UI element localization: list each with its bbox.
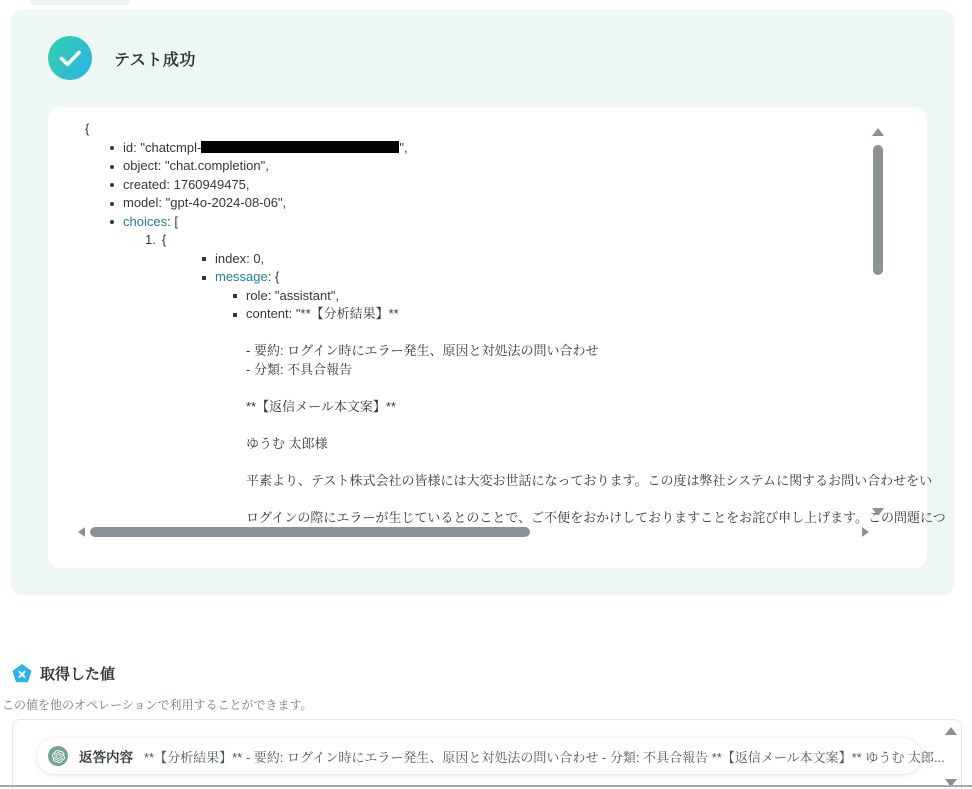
test-success-panel [12, 10, 953, 593]
vertical-scrollbar[interactable] [870, 128, 886, 516]
json-line-content: content: "**【分析結果】** [85, 305, 868, 324]
obtained-values-title: 取得した値 [40, 666, 116, 683]
content-text-line: ゆうむ 太郎様 [246, 435, 328, 451]
json-key: created [123, 176, 167, 192]
json-value: { [274, 269, 280, 284]
bullet-icon [110, 220, 114, 224]
bullet-icon [110, 183, 114, 187]
ordinal-marker: 1. [145, 232, 156, 247]
json-value: [ [174, 213, 178, 229]
bullet-icon [110, 202, 114, 206]
json-key: content [246, 306, 289, 321]
json-value: { [161, 232, 167, 247]
json-key: model [123, 195, 159, 210]
json-key: id [123, 139, 134, 155]
json-line-array-item [85, 231, 868, 250]
json-line-choices: choices: [ [85, 213, 868, 232]
scroll-down-icon[interactable] [872, 508, 884, 516]
obtained-values-header [12, 663, 115, 684]
vertical-scrollbar-thumb[interactable] [873, 145, 883, 275]
chip-label: 返答内容 [79, 750, 133, 765]
json-value: 0, [253, 250, 265, 266]
redacted-id-value [201, 141, 399, 153]
success-check-icon [48, 36, 92, 80]
chip-value: **【分析結果】** - 要約: ログイン時にエラー発生、原因と対処法の問い合わせ - 分類: 不具合報告 **【返信メール本文案】** ゆうむ 太郎... [144, 749, 945, 765]
square-bullet-icon [233, 294, 237, 298]
json-tree-viewport[interactable] [85, 120, 946, 525]
json-key: object [123, 158, 158, 173]
json-value: 1760949475, [173, 176, 250, 192]
scroll-right-icon[interactable] [862, 527, 869, 537]
top-cutoff-element [30, 0, 130, 5]
scroll-up-icon[interactable] [872, 128, 884, 136]
json-response-box [48, 107, 946, 568]
json-open-brace: { [85, 121, 90, 136]
openai-icon [48, 746, 68, 766]
obtained-values-box [12, 719, 962, 789]
content-text-line: ログインの際にエラーが生じているとのことで、ご不便をおかけしておりますことをお詫び申し上げます。この問題につ [246, 509, 946, 525]
bullet-icon [110, 165, 114, 169]
json-value: "chatcmpl- [140, 139, 202, 155]
json-line-message: message: { [85, 268, 868, 287]
content-text-line: 平素より、テスト株式会社の皆様には大変お世話になっております。この度は弊社システムに関するお問い合わせをい [246, 472, 933, 488]
expandable-key-message[interactable]: message [215, 269, 268, 284]
json-line-role: role: "assistant", [85, 287, 868, 306]
content-text-line: - 要約: ログイン時にエラー発生、原因と対処法の問い合わせ [246, 343, 599, 358]
json-value: "assistant", [274, 287, 340, 303]
json-line-model: model: "gpt-4o-2024-08-06", [85, 194, 868, 213]
horizontal-scrollbar-thumb[interactable] [90, 527, 530, 537]
square-bullet-icon [233, 313, 237, 317]
square-bullet-icon [202, 276, 206, 280]
json-line-id: id: "chatcmpl- ", [85, 139, 868, 158]
content-text-line: **【返信メール本文案】** [246, 398, 396, 414]
json-line-created: created: 1760949475, [85, 176, 868, 195]
json-value: "gpt-4o-2024-08-06", [165, 195, 287, 210]
page-title: テスト成功 [114, 51, 196, 69]
json-key: index [215, 250, 247, 266]
obtained-values-subtitle: この値を他のオペレーションで利用することができます。 [2, 698, 313, 712]
json-value: "chat.completion", [164, 158, 269, 173]
square-bullet-icon [202, 257, 206, 261]
values-vertical-scrollbar[interactable] [944, 727, 958, 789]
scroll-left-icon[interactable] [78, 527, 85, 537]
success-header [48, 36, 196, 80]
expandable-key-choices[interactable]: choices [123, 213, 168, 229]
bottom-divider [0, 785, 972, 787]
value-chip-response[interactable] [37, 738, 945, 774]
json-value: "**【分析結果】** [295, 306, 399, 321]
content-text-line: - 分類: 不具合報告 [246, 361, 353, 377]
pentagon-x-icon [12, 664, 32, 684]
json-line-index: index: 0, [85, 250, 868, 269]
scroll-up-icon[interactable] [945, 727, 957, 735]
json-key: role [246, 287, 268, 303]
horizontal-scrollbar[interactable] [78, 524, 869, 540]
bullet-icon [110, 146, 114, 150]
json-line-object: object: "chat.completion", [85, 157, 868, 176]
